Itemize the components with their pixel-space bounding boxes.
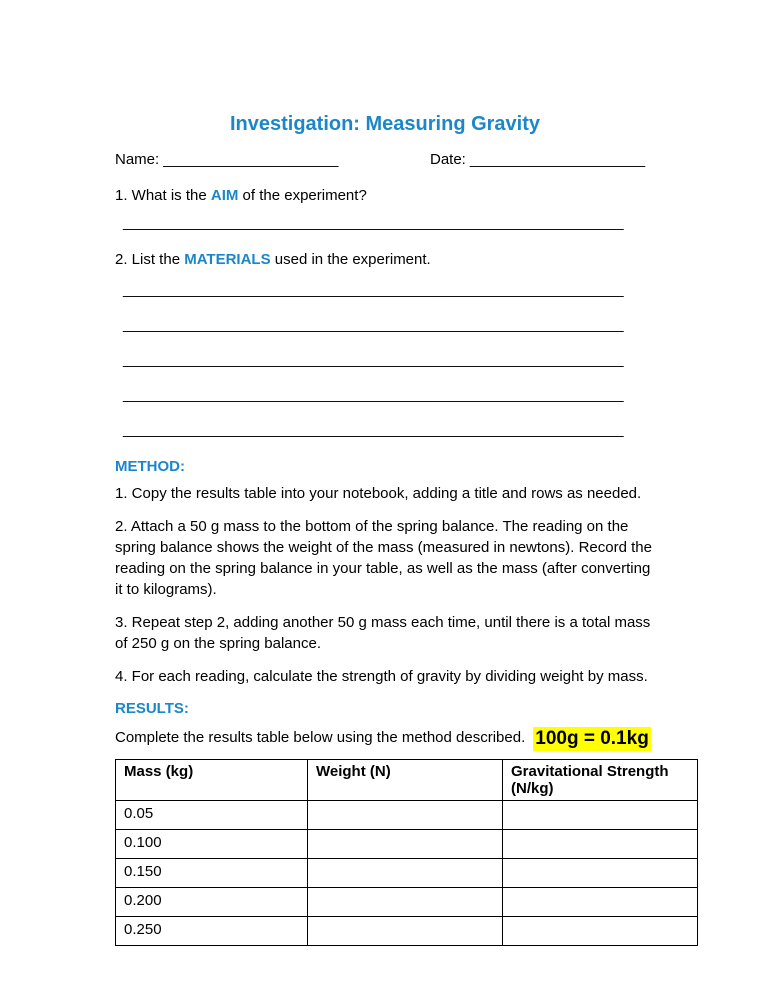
question-1-suffix: of the experiment? bbox=[238, 187, 367, 204]
name-date-row bbox=[115, 150, 655, 170]
cell-grav-3 bbox=[503, 859, 698, 888]
results-heading: RESULTS: bbox=[115, 700, 189, 717]
cell-mass-2: 0.100 bbox=[116, 830, 308, 859]
date-field bbox=[430, 150, 645, 170]
conversion-note-highlight: 100g = 0.1kg bbox=[535, 728, 649, 749]
cell-weight-3 bbox=[308, 859, 503, 888]
results-instruction-line bbox=[115, 725, 655, 751]
results-table bbox=[115, 759, 698, 946]
cell-mass-1: 0.05 bbox=[116, 801, 308, 830]
name-field bbox=[115, 150, 430, 170]
cell-weight-4 bbox=[308, 888, 503, 917]
method-heading: METHOD: bbox=[115, 458, 185, 475]
results-instruction: Complete the results table below using the method described. bbox=[115, 729, 526, 746]
answer-line-materials-5: ____________________________________________________________ bbox=[123, 421, 624, 438]
date-label: Date: bbox=[430, 151, 466, 168]
question-1-prefix: 1. What is the bbox=[115, 187, 211, 204]
table-header-row bbox=[116, 760, 698, 801]
name-label: Name: bbox=[115, 151, 160, 168]
cell-weight-5 bbox=[308, 917, 503, 946]
cell-grav-1 bbox=[503, 801, 698, 830]
date-blank-line: _____________________ bbox=[469, 151, 646, 168]
question-2-suffix: used in the experiment. bbox=[270, 251, 431, 268]
table-row bbox=[116, 830, 698, 859]
question-2-prefix: 2. List the bbox=[115, 251, 185, 268]
answer-line-aim: ____________________________________________________________ bbox=[123, 214, 624, 231]
materials-answer-lines bbox=[115, 272, 655, 447]
cell-grav-4 bbox=[503, 888, 698, 917]
header-cell-mass: Mass (kg) bbox=[116, 760, 308, 801]
table-row bbox=[116, 859, 698, 888]
cell-grav-2 bbox=[503, 830, 698, 859]
cell-weight-1 bbox=[308, 801, 503, 830]
cell-weight-2 bbox=[308, 830, 503, 859]
cell-mass-4: 0.200 bbox=[116, 888, 308, 917]
method-step-1: 1. Copy the results table into your notebook, adding a title and rows as needed. bbox=[115, 485, 642, 502]
answer-line-materials-1: ____________________________________________________________ bbox=[123, 281, 624, 298]
table-row bbox=[116, 917, 698, 946]
answer-line-materials-2: ____________________________________________________________ bbox=[123, 316, 624, 333]
cell-grav-5 bbox=[503, 917, 698, 946]
method-step-2: 2. Attach a 50 g mass to the bottom of the spring balance. The reading on the spring balance shows the weight of the mass (measured in newtons). Record the reading on the spring balance in your table, as well as the mass (after converting it to kilograms). bbox=[115, 518, 652, 598]
cell-mass-3: 0.150 bbox=[116, 859, 308, 888]
answer-line-materials-3: ____________________________________________________________ bbox=[123, 351, 624, 368]
method-step-4: 4. For each reading, calculate the strength of gravity by dividing weight by mass. bbox=[115, 668, 648, 685]
page-title: Investigation: Measuring Gravity bbox=[229, 113, 541, 135]
keyword-aim: AIM bbox=[210, 187, 239, 204]
table-row bbox=[116, 801, 698, 830]
method-step-3: 3. Repeat step 2, adding another 50 g mass each time, until there is a total mass of 250 g on the spring balance. bbox=[115, 614, 651, 652]
answer-line-materials-4: ____________________________________________________________ bbox=[123, 386, 624, 403]
question-2 bbox=[115, 250, 655, 270]
header-cell-weight: Weight (N) bbox=[308, 760, 503, 801]
table-row bbox=[116, 888, 698, 917]
question-1 bbox=[115, 186, 655, 206]
cell-mass-5: 0.250 bbox=[116, 917, 308, 946]
name-blank-line: _____________________ bbox=[163, 151, 339, 168]
keyword-materials: MATERIALS bbox=[184, 251, 271, 268]
header-cell-gravitational-strength: Gravitational Strength (N/kg) bbox=[503, 760, 698, 801]
